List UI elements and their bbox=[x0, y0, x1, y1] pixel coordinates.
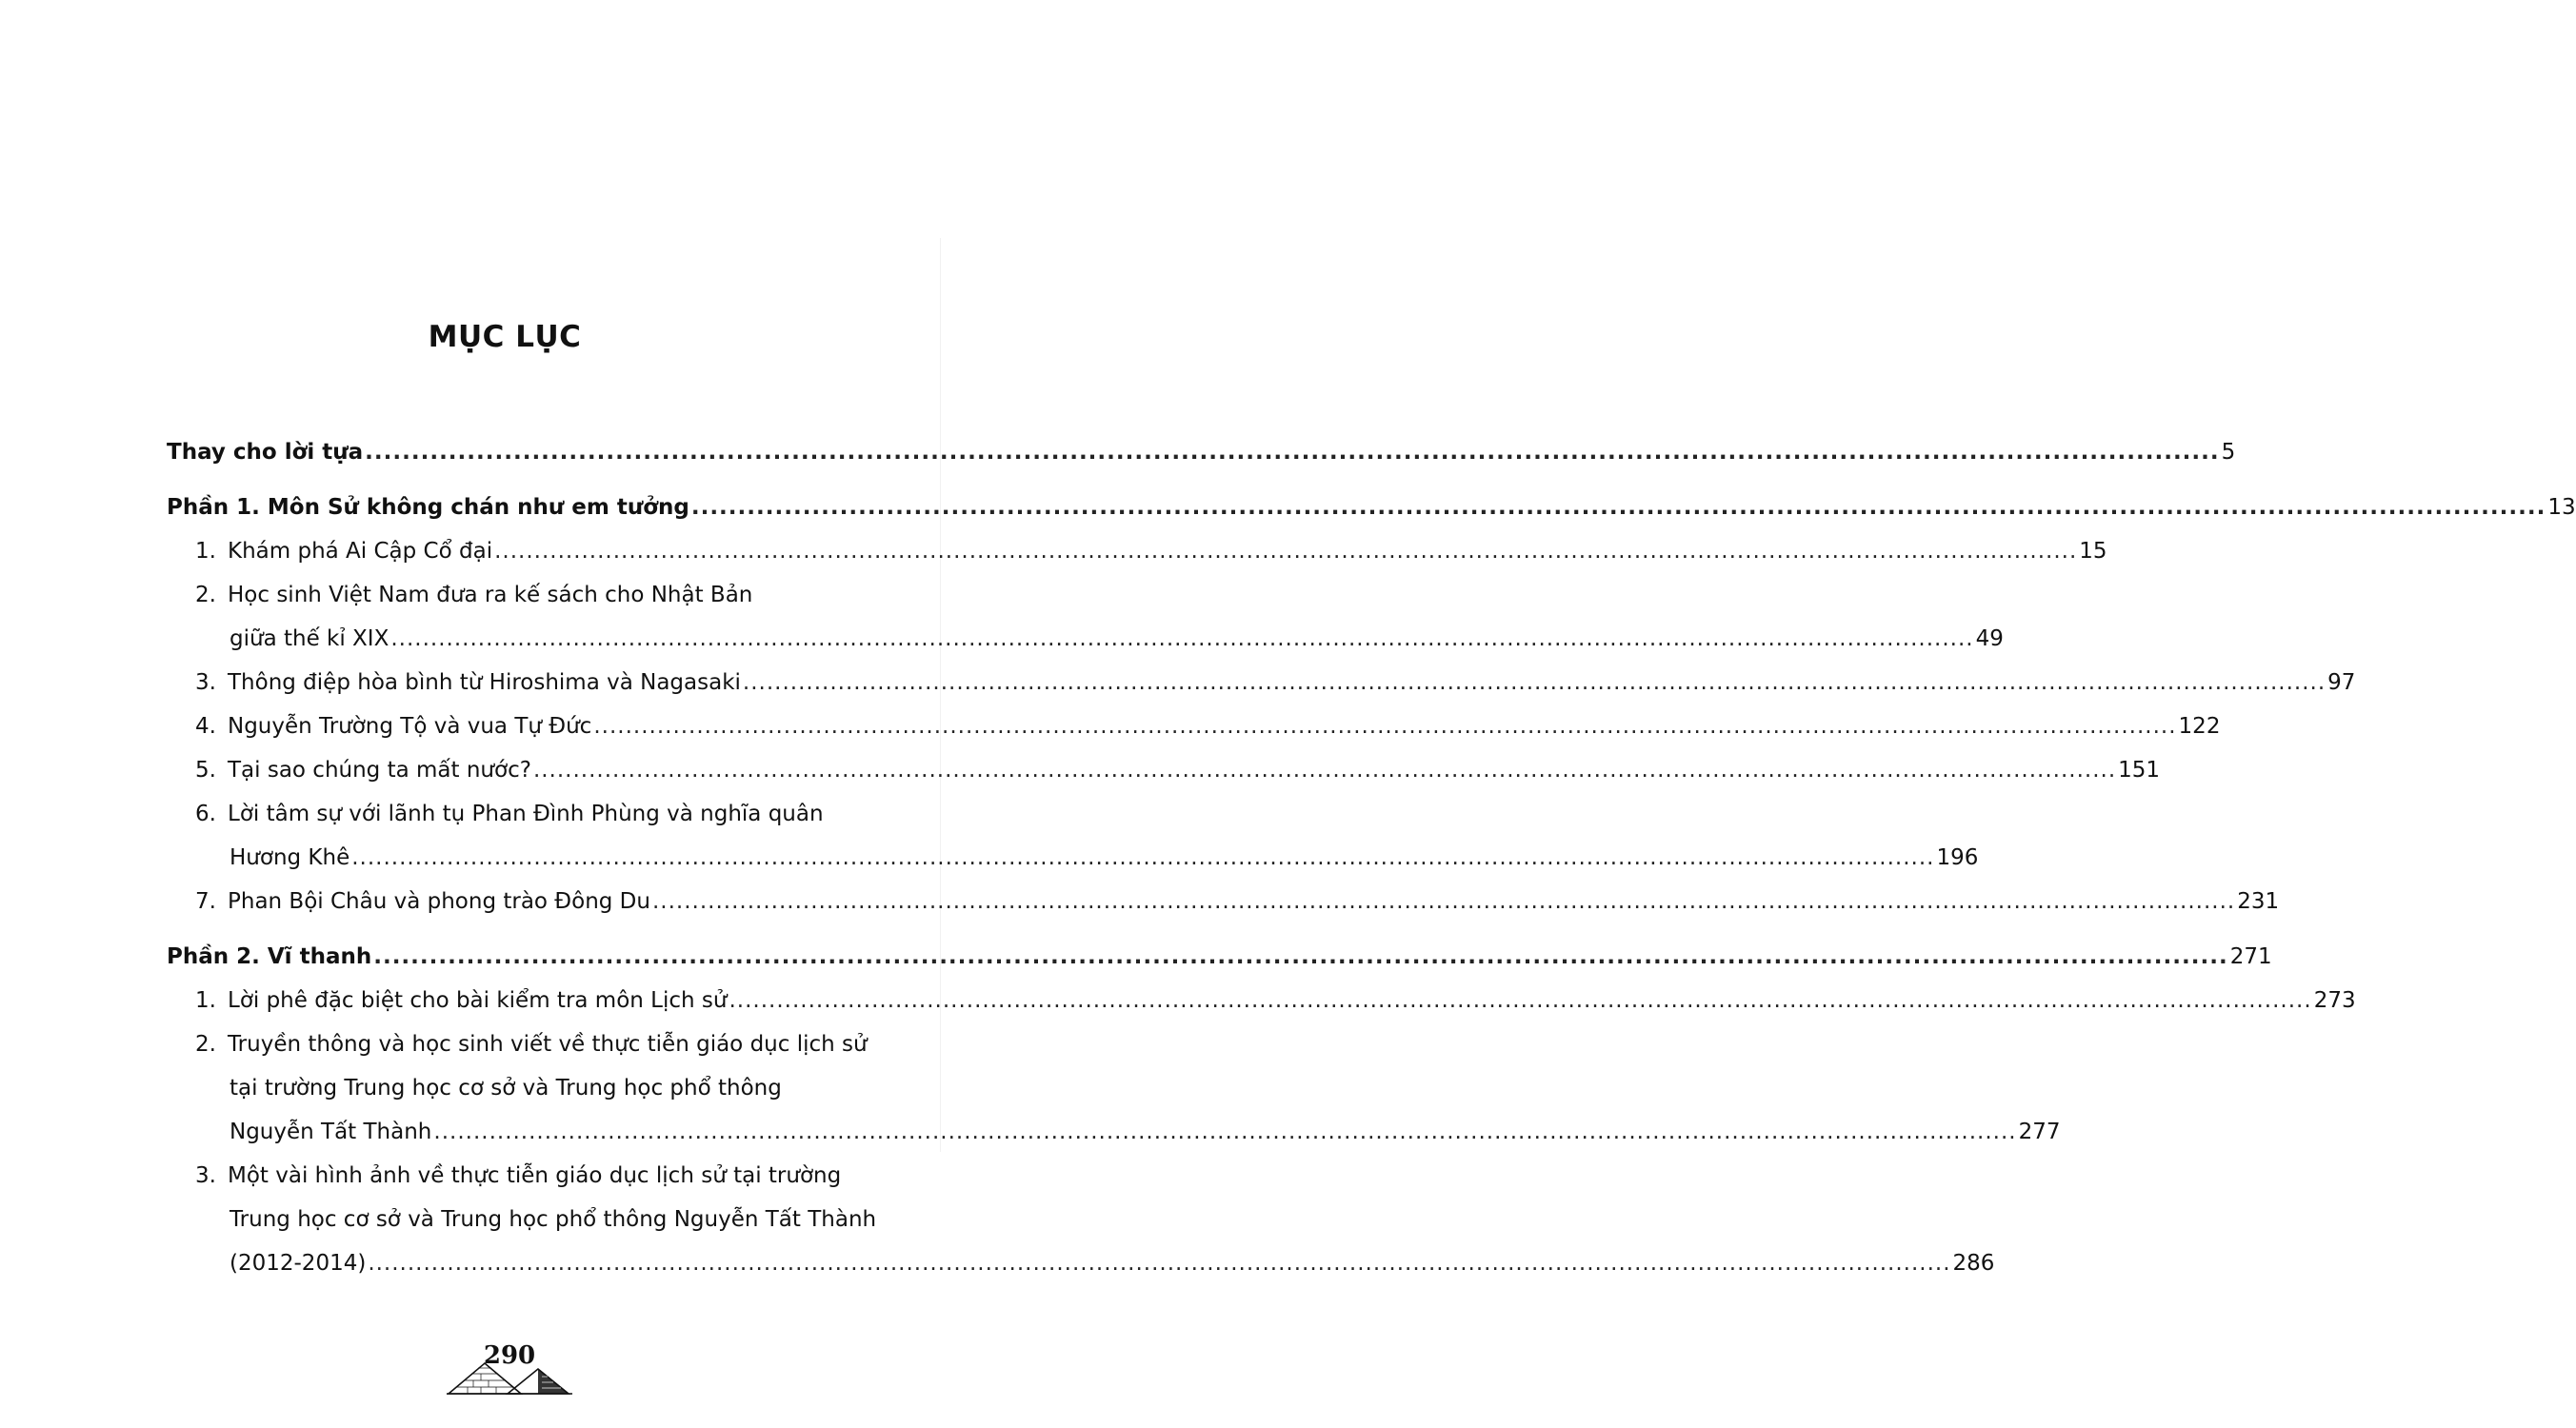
toc-entry-page: 15 bbox=[2079, 539, 2107, 564]
toc-entry-2-2-cont-2[interactable] bbox=[167, 1110, 2061, 1154]
dot-leader: ........................................................................................................................................................................................................ bbox=[433, 1120, 2017, 1144]
toc-entry-1-6[interactable] bbox=[167, 792, 854, 836]
toc-entry-label: (2012-2014) bbox=[230, 1251, 367, 1276]
toc-entry-2-3[interactable] bbox=[167, 1154, 854, 1198]
toc-entry-1-7[interactable] bbox=[167, 880, 2280, 923]
toc-entry-2-3-cont[interactable] bbox=[167, 1198, 877, 1241]
item-number: 6. bbox=[195, 802, 216, 826]
dot-leader: ........................................................................................................................................................................................................ bbox=[742, 670, 2326, 695]
toc-entry-part-1[interactable] bbox=[167, 486, 2576, 529]
dot-leader: ........................................................................................................................................................................................................ bbox=[365, 440, 2220, 465]
toc-entry-label: Nguyễn Trường Tộ và vua Tự Đức bbox=[228, 714, 592, 739]
toc-entry-page: 122 bbox=[2178, 714, 2221, 739]
toc-entry-label: Hương Khê bbox=[230, 845, 350, 870]
item-number: 7. bbox=[195, 889, 216, 914]
toc-entry-label: Lời tâm sự với lãnh tụ Phan Đình Phùng và nghĩa quân bbox=[228, 802, 824, 826]
toc-entry-label: Học sinh Việt Nam đưa ra kế sách cho Nhật Bản bbox=[228, 583, 753, 607]
toc-entry-label: Thông điệp hòa bình từ Hiroshima và Nagasaki bbox=[228, 670, 741, 695]
item-number: 2. bbox=[195, 1032, 216, 1057]
toc-entry-label: Trung học cơ sở và Trung học phổ thông Nguyễn Tất Thành bbox=[230, 1207, 877, 1232]
page-title: MỤC LỤC bbox=[428, 320, 582, 354]
toc-entry-part-2[interactable] bbox=[167, 935, 2272, 979]
toc-entry-page: 151 bbox=[2118, 758, 2161, 783]
item-number: 5. bbox=[195, 758, 216, 783]
toc-entry-page: 49 bbox=[1975, 626, 2004, 651]
dot-leader: ........................................................................................................................................................................................................ bbox=[368, 1251, 1951, 1276]
toc-entry-label: Nguyễn Tất Thành bbox=[230, 1120, 432, 1144]
toc-entry-1-3[interactable] bbox=[167, 661, 2356, 704]
dot-leader: ........................................................................................................................................................................................................ bbox=[651, 889, 2236, 914]
toc-entry-label: Một vài hình ảnh về thực tiễn giáo dục lịch sử tại trường bbox=[228, 1163, 842, 1188]
toc-entry-page: 97 bbox=[2327, 670, 2356, 695]
toc-entry-label: Lời phê đặc biệt cho bài kiểm tra môn Lịch sử bbox=[228, 988, 728, 1013]
toc-entry-1-1[interactable] bbox=[167, 529, 2107, 573]
dot-leader: ........................................................................................................................................................................................................ bbox=[390, 626, 1974, 651]
item-number: 3. bbox=[195, 1163, 216, 1188]
toc-entry-page: 13 bbox=[2547, 495, 2576, 520]
toc-entry-1-6-cont[interactable] bbox=[167, 836, 1979, 880]
dot-leader: ........................................................................................................................................................................................................ bbox=[690, 495, 2546, 520]
toc-entry-1-2[interactable] bbox=[167, 573, 854, 617]
toc-entry-label: Phần 2. Vĩ thanh bbox=[167, 944, 372, 969]
item-number: 3. bbox=[195, 670, 216, 695]
item-number: 1. bbox=[195, 988, 216, 1013]
page-footer bbox=[443, 1342, 576, 1399]
toc-entry-1-4[interactable] bbox=[167, 704, 2221, 748]
toc-entry-label: Truyền thông và học sinh viết về thực tiễn giáo dục lịch sử bbox=[228, 1032, 868, 1057]
dot-leader: ........................................................................................................................................................................................................ bbox=[373, 944, 2228, 969]
toc-entry-1-5[interactable] bbox=[167, 748, 2161, 792]
toc-entry-page: 231 bbox=[2237, 889, 2280, 914]
item-number: 1. bbox=[195, 539, 216, 564]
toc-entry-1-2-cont[interactable] bbox=[167, 617, 2004, 661]
dot-leader: ........................................................................................................................................................................................................ bbox=[351, 845, 1935, 870]
dot-leader: ........................................................................................................................................................................................................ bbox=[532, 758, 2117, 783]
dot-leader: ........................................................................................................................................................................................................ bbox=[593, 714, 2177, 739]
dot-leader: ........................................................................................................................................................................................................ bbox=[729, 988, 2312, 1013]
toc-entry-label: Khám phá Ai Cập Cổ đại bbox=[228, 539, 493, 564]
toc-entry-label: Phan Bội Châu và phong trào Đông Du bbox=[228, 889, 650, 914]
toc-entry-page: 273 bbox=[2313, 988, 2356, 1013]
item-number: 4. bbox=[195, 714, 216, 739]
toc-entry-2-1[interactable] bbox=[167, 979, 2356, 1022]
toc-entry-page: 277 bbox=[2018, 1120, 2061, 1144]
dot-leader: ........................................................................................................................................................................................................ bbox=[494, 539, 2078, 564]
toc-entry-label: Phần 1. Môn Sử không chán như em tưởng bbox=[167, 495, 689, 520]
item-number: 2. bbox=[195, 583, 216, 607]
table-of-contents bbox=[167, 430, 2576, 1285]
toc-entry-2-3-cont-2[interactable] bbox=[167, 1241, 1995, 1285]
toc-entry-page: 271 bbox=[2229, 944, 2272, 969]
toc-entry-preface[interactable] bbox=[167, 430, 2236, 474]
toc-entry-label: Tại sao chúng ta mất nước? bbox=[228, 758, 531, 783]
toc-entry-2-2-cont[interactable] bbox=[167, 1066, 854, 1110]
toc-entry-label: tại trường Trung học cơ sở và Trung học phổ thông bbox=[230, 1076, 782, 1101]
toc-entry-label: giữa thế kỉ XIX bbox=[230, 626, 389, 651]
toc-entry-2-2[interactable] bbox=[167, 1022, 868, 1066]
toc-entry-page: 196 bbox=[1936, 845, 1979, 870]
page-number: 290 bbox=[483, 1341, 536, 1370]
toc-entry-label: Thay cho lời tựa bbox=[167, 440, 364, 465]
toc-entry-page: 5 bbox=[2221, 440, 2236, 465]
toc-entry-page: 286 bbox=[1952, 1251, 1995, 1276]
